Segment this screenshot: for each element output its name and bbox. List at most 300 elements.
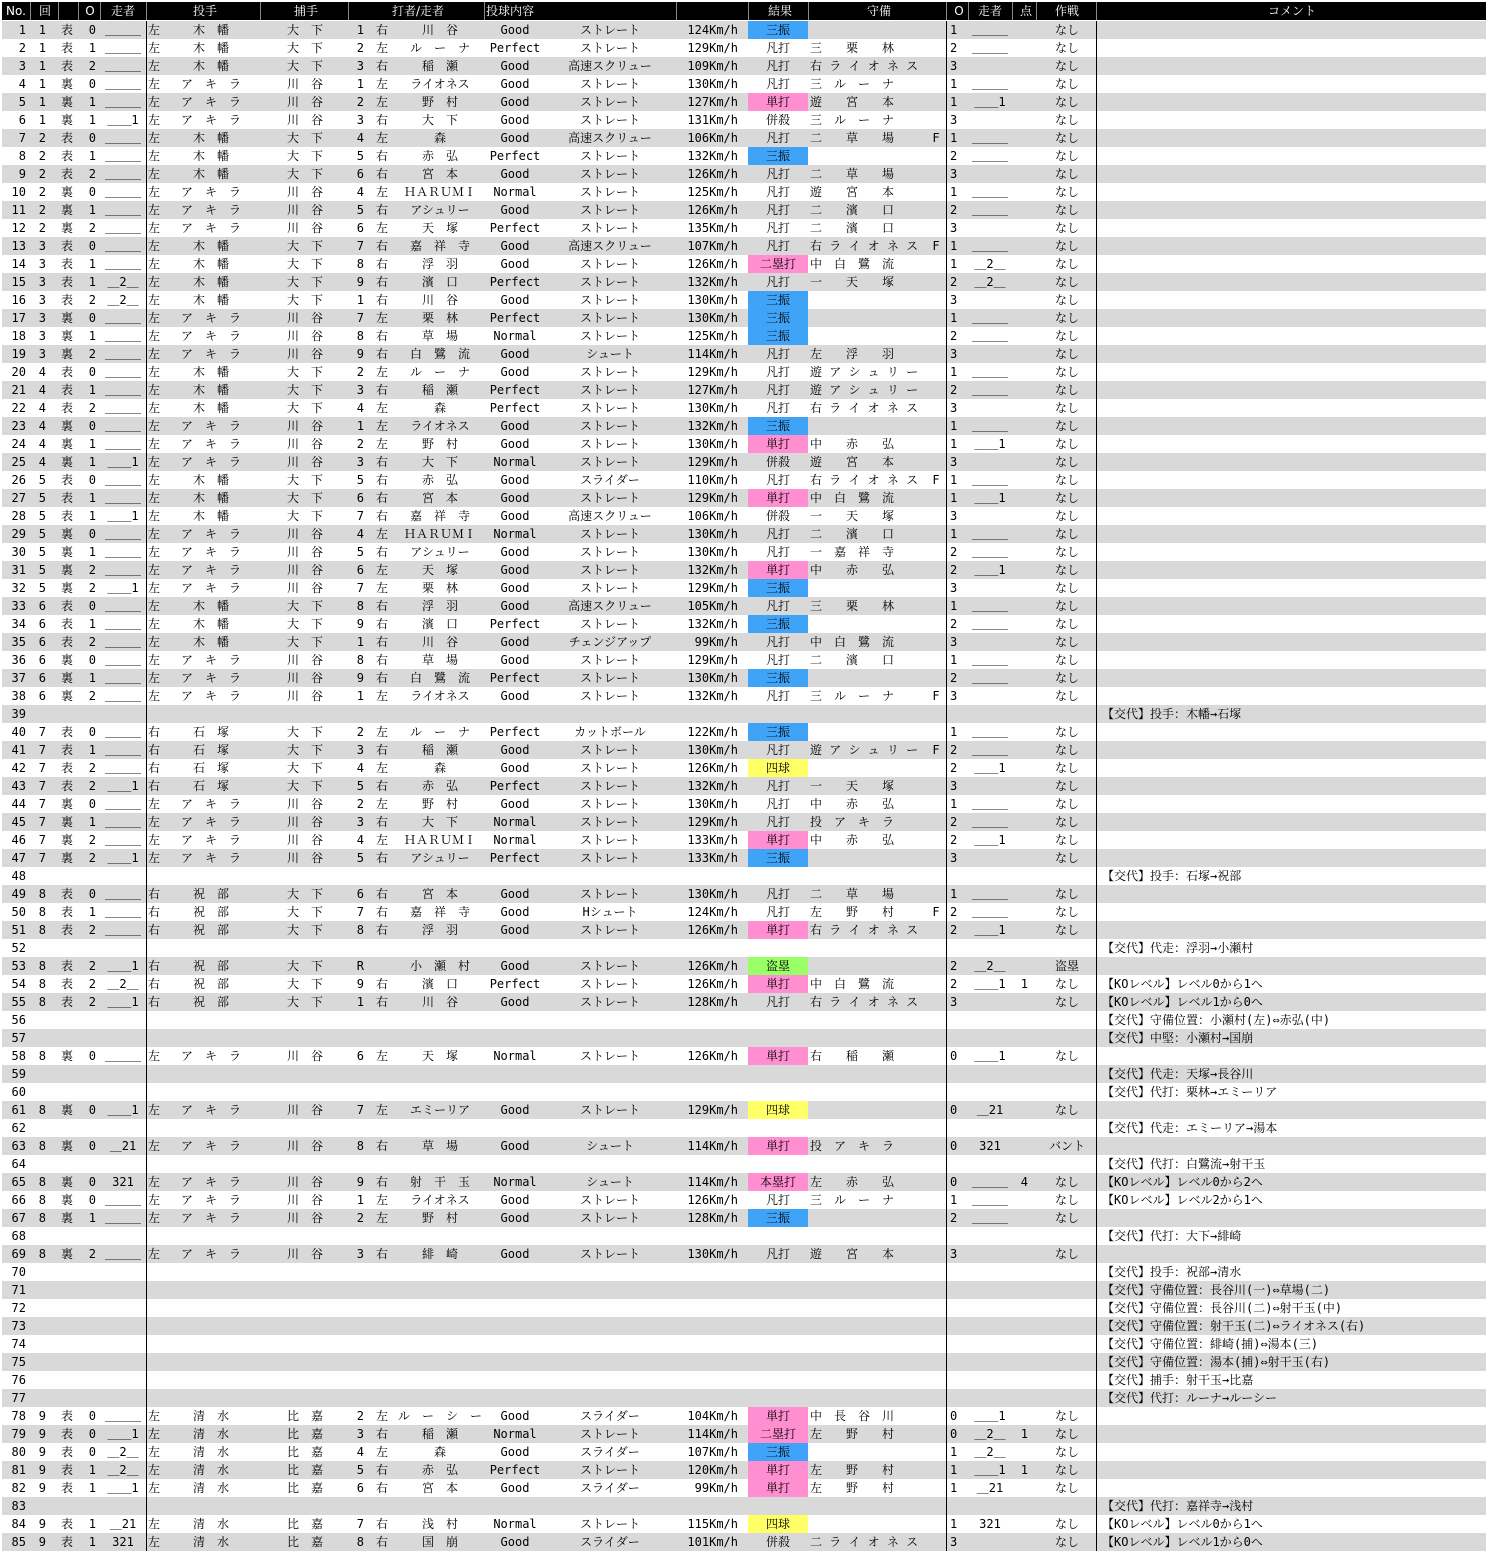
cell-result[interactable]: 凡打 (765, 653, 790, 667)
cell-half[interactable]: 裏 (60, 545, 73, 559)
cell-grade[interactable]: Good (500, 95, 530, 109)
cell-pitcher-hand[interactable]: 左 (148, 41, 161, 55)
cell-grade[interactable]: Good (500, 1103, 530, 1117)
cell-tactic[interactable]: なし (1054, 995, 1079, 1009)
cell-inning[interactable]: 6 (38, 653, 46, 667)
cell-inning[interactable]: 4 (38, 401, 46, 415)
cell-tactic[interactable]: なし (1054, 1517, 1079, 1531)
cell-catcher[interactable]: 大 下 (286, 905, 323, 919)
table-row[interactable] (2, 1335, 1486, 1353)
cell-runners-after[interactable]: 321 (979, 1139, 1001, 1153)
cell-inning[interactable]: 2 (38, 203, 46, 217)
cell-pitcher-hand[interactable]: 左 (148, 149, 161, 163)
cell-batter-hand[interactable]: 左 (376, 77, 389, 91)
header-tactic[interactable]: 作戦 (1054, 4, 1079, 18)
cell-tactic[interactable]: なし (1054, 95, 1079, 109)
cell-outs[interactable]: 0 (88, 653, 96, 667)
cell-batter-hand[interactable]: 左 (376, 581, 389, 595)
cell-speed[interactable]: 132Km/h (687, 563, 738, 577)
cell-no[interactable]: 78 (11, 1409, 26, 1423)
cell-foul[interactable]: F (932, 689, 940, 703)
cell-order[interactable]: 2 (356, 725, 364, 739)
cell-defense[interactable]: 右 ラ イ オ ネ ス (810, 923, 919, 937)
cell-outs[interactable]: 2 (88, 833, 96, 847)
cell-runners-after[interactable]: ＿＿＿ (971, 617, 1008, 631)
table-row[interactable] (2, 849, 1486, 867)
cell-outs[interactable]: 1 (88, 275, 96, 289)
cell-runners[interactable]: ＿＿＿ (104, 257, 141, 271)
cell-defense[interactable]: 右 ラ イ オ ネ ス (810, 473, 919, 487)
cell-batter[interactable]: 森 (433, 1445, 446, 1459)
cell-result[interactable]: 凡打 (765, 77, 790, 91)
cell-order[interactable]: 8 (356, 923, 364, 937)
cell-result[interactable]: 三振 (748, 1443, 808, 1461)
cell-catcher[interactable]: 大 下 (286, 995, 323, 1009)
cell-no[interactable]: 2 (18, 41, 26, 55)
cell-pitcher-hand[interactable]: 左 (148, 509, 161, 523)
cell-batter[interactable]: 小 瀬 村 (409, 959, 470, 973)
cell-batter[interactable]: 浮 羽 (421, 923, 458, 937)
table-row[interactable] (2, 723, 1486, 741)
cell-comment[interactable]: 【交代】代打：嘉祥寺→浅村 (1102, 1499, 1254, 1513)
cell-comment[interactable]: 【交代】代打：栗林→エミーリア (1102, 1085, 1278, 1099)
cell-tactic[interactable]: なし (1054, 581, 1079, 595)
cell-half[interactable]: 表 (60, 599, 73, 613)
cell-pitcher[interactable]: ア キ ラ (180, 653, 241, 667)
table-row[interactable] (2, 1101, 1486, 1119)
table-row[interactable] (2, 1353, 1486, 1371)
cell-grade[interactable]: Good (500, 995, 530, 1009)
cell-speed[interactable]: 133Km/h (687, 833, 738, 847)
cell-pitcher[interactable]: ア キ ラ (180, 311, 241, 325)
table-row[interactable] (2, 381, 1486, 399)
cell-pitcher[interactable]: 木 幡 (192, 599, 229, 613)
table-row[interactable] (2, 777, 1486, 795)
cell-outs-after[interactable]: 3 (950, 635, 958, 649)
cell-batter[interactable]: 野 村 (421, 437, 458, 451)
cell-result[interactable]: 三振 (748, 723, 808, 741)
cell-pitcher-hand[interactable]: 左 (148, 1481, 161, 1495)
cell-defense[interactable]: 一 天 塚 (810, 275, 895, 289)
cell-defense[interactable]: 三 ル ー ナ (810, 1193, 895, 1207)
cell-pitch[interactable]: チェンジアップ (568, 635, 652, 649)
cell-catcher[interactable]: 大 下 (286, 149, 323, 163)
cell-tactic[interactable]: なし (1054, 401, 1079, 415)
cell-pitcher[interactable]: 木 幡 (192, 275, 229, 289)
table-row[interactable] (2, 1245, 1486, 1263)
cell-tactic[interactable]: なし (1054, 815, 1079, 829)
cell-pitch[interactable]: ストレート (579, 77, 640, 91)
cell-catcher[interactable]: 川 谷 (286, 1103, 323, 1117)
cell-pitcher-hand[interactable]: 左 (148, 203, 161, 217)
cell-no[interactable]: 41 (11, 743, 26, 757)
cell-result[interactable]: 併殺 (765, 113, 790, 127)
cell-tactic[interactable]: なし (1054, 797, 1079, 811)
cell-pitcher-hand[interactable]: 左 (148, 527, 161, 541)
cell-catcher[interactable]: 川 谷 (286, 437, 323, 451)
cell-defense[interactable]: 右 ラ イ オ ネ ス (810, 59, 919, 73)
cell-grade[interactable]: Good (500, 239, 530, 253)
cell-result[interactable]: 凡打 (765, 239, 790, 253)
cell-grade[interactable]: Good (500, 167, 530, 181)
cell-defense[interactable]: 中 白 鷺 流 (810, 635, 895, 649)
table-row[interactable] (2, 1281, 1486, 1299)
cell-inning[interactable]: 7 (38, 797, 46, 811)
cell-speed[interactable]: 126Km/h (687, 923, 738, 937)
cell-pitcher[interactable]: ア キ ラ (180, 347, 241, 361)
cell-grade[interactable]: Good (500, 113, 530, 127)
cell-outs-after[interactable]: 3 (950, 401, 958, 415)
cell-outs[interactable]: 0 (88, 311, 96, 325)
cell-pitch[interactable]: ストレート (579, 851, 640, 865)
cell-result[interactable]: 単打 (748, 435, 808, 453)
cell-runners-after[interactable]: ＿＿＿ (971, 797, 1008, 811)
cell-runners[interactable]: ＿＿＿ (104, 923, 141, 937)
cell-comment[interactable]: 【交代】代走：浮羽→小瀬村 (1102, 941, 1254, 955)
cell-batter[interactable]: 浅 村 (421, 1517, 458, 1531)
cell-runners-after[interactable]: 321 (979, 1517, 1001, 1531)
cell-tactic[interactable]: なし (1054, 329, 1079, 343)
cell-pitch[interactable]: ストレート (579, 401, 640, 415)
table-row[interactable] (2, 1425, 1486, 1443)
cell-pitch[interactable]: シュート (586, 1175, 634, 1189)
cell-pitcher-hand[interactable]: 左 (148, 437, 161, 451)
cell-tactic[interactable]: なし (1054, 1193, 1079, 1207)
cell-result[interactable]: 凡打 (765, 275, 790, 289)
cell-result[interactable]: 二塁打 (748, 255, 808, 273)
cell-outs-after[interactable]: 3 (950, 347, 958, 361)
cell-pitcher[interactable]: ア キ ラ (180, 329, 241, 343)
cell-half[interactable]: 表 (60, 383, 73, 397)
cell-tactic[interactable]: なし (1054, 1445, 1079, 1459)
cell-comment[interactable]: 【交代】代打：ルーナ→ルーシー (1102, 1391, 1277, 1405)
cell-pitch[interactable]: ストレート (579, 221, 640, 235)
cell-inning[interactable]: 2 (38, 149, 46, 163)
cell-inning[interactable]: 7 (38, 833, 46, 847)
cell-runners[interactable]: ＿＿＿ (104, 23, 141, 37)
cell-runners-after[interactable]: ＿＿＿ (971, 1175, 1008, 1189)
cell-grade[interactable]: Good (500, 1247, 530, 1261)
cell-batter-hand[interactable]: 右 (376, 383, 389, 397)
cell-inning[interactable]: 3 (38, 311, 46, 325)
cell-batter-hand[interactable]: 右 (376, 203, 389, 217)
cell-result[interactable]: 三振 (748, 579, 808, 597)
cell-speed[interactable]: 130Km/h (687, 887, 738, 901)
cell-half[interactable]: 裏 (60, 1193, 73, 1207)
cell-tactic[interactable]: なし (1054, 257, 1079, 271)
cell-grade[interactable]: Good (500, 1139, 530, 1153)
cell-grade[interactable]: Good (500, 761, 530, 775)
cell-no[interactable]: 37 (11, 671, 26, 685)
cell-runners-after[interactable]: ＿＿＿ (971, 653, 1008, 667)
cell-pitcher-hand[interactable]: 右 (148, 959, 161, 973)
cell-catcher[interactable]: 大 下 (286, 725, 323, 739)
cell-runners[interactable]: ＿21 (109, 1517, 137, 1531)
cell-outs[interactable]: 0 (88, 1139, 96, 1153)
cell-speed[interactable]: 115Km/h (687, 1517, 738, 1531)
cell-inning[interactable]: 7 (38, 815, 46, 829)
cell-no[interactable]: 39 (11, 707, 26, 721)
cell-pitcher[interactable]: ア キ ラ (180, 815, 241, 829)
cell-speed[interactable]: 126Km/h (687, 761, 738, 775)
cell-pitcher-hand[interactable]: 左 (148, 185, 161, 199)
cell-inning[interactable]: 3 (38, 293, 46, 307)
cell-pitch[interactable]: ストレート (579, 293, 640, 307)
cell-defense[interactable]: 遊 宮 本 (810, 455, 895, 469)
cell-order[interactable]: 3 (356, 113, 364, 127)
cell-grade[interactable]: Good (500, 1481, 530, 1495)
cell-pitch[interactable]: カットボール (574, 725, 646, 739)
cell-grade[interactable]: Normal (493, 1427, 537, 1441)
cell-defense[interactable]: 遊 宮 本 (810, 95, 895, 109)
cell-no[interactable]: 20 (11, 365, 26, 379)
cell-foul[interactable]: F (932, 905, 940, 919)
cell-speed[interactable]: 132Km/h (687, 149, 738, 163)
cell-speed[interactable]: 122Km/h (687, 725, 738, 739)
cell-pitch[interactable]: ストレート (579, 365, 640, 379)
cell-pitcher[interactable]: ア キ ラ (180, 1049, 241, 1063)
cell-outs-after[interactable]: 1 (950, 77, 958, 91)
cell-catcher[interactable]: 大 下 (286, 383, 323, 397)
cell-outs-after[interactable]: 2 (950, 833, 958, 847)
cell-result[interactable]: 凡打 (765, 797, 790, 811)
cell-speed[interactable]: 130Km/h (687, 545, 738, 559)
cell-pitch[interactable]: ストレート (579, 1049, 640, 1063)
cell-speed[interactable]: 114Km/h (687, 1427, 738, 1441)
cell-result[interactable]: 単打 (748, 1479, 808, 1497)
cell-order[interactable]: 6 (356, 1049, 364, 1063)
table-row[interactable] (2, 1173, 1486, 1191)
cell-tactic[interactable]: なし (1054, 509, 1079, 523)
cell-half[interactable]: 裏 (60, 563, 73, 577)
cell-pitch[interactable]: ストレート (579, 167, 640, 181)
cell-tactic[interactable]: なし (1054, 347, 1079, 361)
cell-batter[interactable]: アシュリー (410, 203, 470, 217)
cell-foul[interactable]: F (932, 743, 940, 757)
cell-comment[interactable]: 【交代】捕手：射干玉→比嘉 (1102, 1373, 1254, 1387)
cell-comment[interactable]: 【KOレベル】レベル0から1へ (1102, 1517, 1263, 1531)
table-row[interactable] (2, 1011, 1486, 1029)
cell-inning[interactable]: 5 (38, 527, 46, 541)
header-defense[interactable]: 守備 (866, 4, 891, 18)
cell-half[interactable]: 裏 (60, 347, 73, 361)
cell-comment[interactable]: 【交代】投手：木幡→石塚 (1102, 707, 1242, 721)
cell-grade[interactable]: Good (500, 923, 530, 937)
cell-outs-after[interactable]: 1 (950, 797, 958, 811)
cell-inning[interactable]: 6 (38, 635, 46, 649)
cell-runners[interactable]: ＿＿1 (107, 455, 139, 469)
cell-pitch[interactable]: ストレート (579, 1247, 640, 1261)
cell-runners[interactable]: ＿＿＿ (104, 473, 141, 487)
cell-runners[interactable]: ＿＿＿ (104, 1409, 141, 1423)
cell-batter[interactable]: 宮 本 (421, 887, 458, 901)
cell-speed[interactable]: 125Km/h (687, 185, 738, 199)
cell-runners[interactable]: ＿＿＿ (104, 527, 141, 541)
cell-batter[interactable]: 濱 口 (421, 617, 458, 631)
cell-half[interactable]: 表 (60, 293, 73, 307)
cell-outs[interactable]: 0 (88, 725, 96, 739)
cell-outs[interactable]: 1 (88, 509, 96, 523)
cell-tactic[interactable]: なし (1054, 545, 1079, 559)
cell-pitcher-hand[interactable]: 左 (148, 401, 161, 415)
cell-half[interactable]: 表 (60, 887, 73, 901)
header-runners-after[interactable]: 走者 (977, 4, 1002, 18)
table-row[interactable] (2, 435, 1486, 453)
cell-tactic[interactable]: なし (1054, 419, 1079, 433)
header-catcher[interactable]: 捕手 (293, 4, 318, 18)
cell-outs[interactable]: 1 (88, 383, 96, 397)
cell-catcher[interactable]: 大 下 (286, 257, 323, 271)
cell-speed[interactable]: 130Km/h (687, 527, 738, 541)
cell-batter-hand[interactable]: 右 (376, 923, 389, 937)
cell-result[interactable]: 単打 (748, 561, 808, 579)
cell-no[interactable]: 43 (11, 779, 26, 793)
cell-catcher[interactable]: 川 谷 (286, 95, 323, 109)
cell-runners[interactable]: ＿＿＿ (104, 1247, 141, 1261)
cell-pitch[interactable]: 高速スクリュー (568, 239, 652, 253)
cell-pitcher-hand[interactable]: 左 (148, 815, 161, 829)
cell-half[interactable]: 裏 (60, 95, 73, 109)
cell-outs-after[interactable]: 1 (950, 1481, 958, 1495)
cell-inning[interactable]: 6 (38, 599, 46, 613)
cell-no[interactable]: 38 (11, 689, 26, 703)
cell-half[interactable]: 裏 (60, 203, 73, 217)
cell-result[interactable]: 凡打 (765, 221, 790, 235)
cell-outs[interactable]: 2 (88, 401, 96, 415)
cell-no[interactable]: 63 (11, 1139, 26, 1153)
cell-outs[interactable]: 2 (88, 923, 96, 937)
cell-no[interactable]: 66 (11, 1193, 26, 1207)
cell-half[interactable]: 裏 (60, 113, 73, 127)
table-row[interactable] (2, 525, 1486, 543)
cell-half[interactable]: 表 (60, 1517, 73, 1531)
cell-half[interactable]: 表 (60, 743, 73, 757)
cell-tactic[interactable]: なし (1054, 1103, 1079, 1117)
cell-defense[interactable]: 投 ア キ ラ (810, 1139, 895, 1153)
cell-pitcher[interactable]: 木 幡 (192, 293, 229, 307)
cell-batter-hand[interactable]: 右 (376, 239, 389, 253)
cell-outs[interactable]: 2 (88, 581, 96, 595)
cell-pitch[interactable]: ストレート (579, 257, 640, 271)
cell-result[interactable]: 凡打 (765, 527, 790, 541)
cell-batter[interactable]: 大 下 (421, 455, 458, 469)
cell-defense[interactable]: 二 濱 口 (810, 653, 895, 667)
cell-no[interactable]: 25 (11, 455, 26, 469)
cell-runners[interactable]: 321 (112, 1175, 134, 1189)
cell-order[interactable]: 8 (356, 329, 364, 343)
table-row[interactable] (2, 273, 1486, 291)
cell-grade[interactable]: Good (500, 653, 530, 667)
cell-batter-hand[interactable]: 右 (376, 1535, 389, 1549)
cell-pitcher[interactable]: 木 幡 (192, 131, 229, 145)
table-row[interactable] (2, 507, 1486, 525)
cell-batter[interactable]: ＨＡＲＵＭＩ (403, 527, 476, 541)
cell-pitcher-hand[interactable]: 左 (148, 473, 161, 487)
cell-result[interactable]: 凡打 (765, 743, 790, 757)
cell-grade[interactable]: Perfect (489, 275, 541, 289)
cell-catcher[interactable]: 大 下 (286, 401, 323, 415)
cell-speed[interactable]: 120Km/h (687, 1463, 738, 1477)
cell-runners-after[interactable]: ＿＿1 (974, 833, 1006, 847)
table-row[interactable] (2, 795, 1486, 813)
cell-catcher[interactable]: 大 下 (286, 275, 323, 289)
cell-tactic[interactable]: なし (1054, 1535, 1079, 1549)
cell-pitch[interactable]: ストレート (579, 815, 640, 829)
cell-runners-after[interactable]: ＿＿＿ (971, 1193, 1008, 1207)
cell-result[interactable]: 単打 (748, 975, 808, 993)
cell-runners[interactable]: ＿2＿ (107, 275, 139, 289)
cell-outs-after[interactable]: 3 (950, 851, 958, 865)
cell-runners-after[interactable]: ＿＿1 (974, 563, 1006, 577)
cell-comment[interactable]: 【交代】代走：エミーリア→湯本 (1102, 1121, 1278, 1135)
cell-grade[interactable]: Good (500, 131, 530, 145)
cell-pitcher-hand[interactable]: 左 (148, 95, 161, 109)
cell-runners[interactable]: ＿＿＿ (104, 401, 141, 415)
cell-catcher[interactable]: 川 谷 (286, 419, 323, 433)
cell-batter[interactable]: ル ー ナ (409, 41, 470, 55)
cell-pitcher[interactable]: 清 水 (192, 1445, 229, 1459)
cell-outs[interactable]: 1 (88, 1211, 96, 1225)
cell-pitcher[interactable]: ア キ ラ (180, 1103, 241, 1117)
cell-speed[interactable]: 104Km/h (687, 1409, 738, 1423)
cell-half[interactable]: 表 (60, 41, 73, 55)
cell-runners-after[interactable]: ＿2＿ (974, 1427, 1006, 1441)
cell-no[interactable]: 54 (11, 977, 26, 991)
cell-comment[interactable]: 【KOレベル】レベル0から2へ (1102, 1175, 1263, 1189)
cell-batter[interactable]: 野 村 (421, 797, 458, 811)
cell-speed[interactable]: 129Km/h (687, 455, 738, 469)
cell-speed[interactable]: 135Km/h (687, 221, 738, 235)
cell-catcher[interactable]: 大 下 (286, 59, 323, 73)
cell-result[interactable]: 四球 (748, 759, 808, 777)
cell-speed[interactable]: 101Km/h (687, 1535, 738, 1549)
cell-batter[interactable]: 栗 林 (421, 581, 458, 595)
cell-order[interactable]: 2 (356, 41, 364, 55)
cell-outs-after[interactable]: 2 (950, 41, 958, 55)
cell-half[interactable]: 裏 (60, 455, 73, 469)
cell-runners-after[interactable]: ＿＿＿ (971, 185, 1008, 199)
cell-grade[interactable]: Perfect (489, 725, 541, 739)
cell-defense[interactable]: 中 白 鷺 流 (810, 257, 895, 271)
cell-tactic[interactable]: なし (1054, 365, 1079, 379)
cell-pitch[interactable]: ストレート (579, 545, 640, 559)
cell-grade[interactable]: Normal (493, 455, 537, 469)
cell-grade[interactable]: Good (500, 1445, 530, 1459)
cell-catcher[interactable]: 川 谷 (286, 815, 323, 829)
cell-runners-after[interactable]: ＿＿＿ (971, 383, 1008, 397)
cell-no[interactable]: 26 (11, 473, 26, 487)
cell-pitcher-hand[interactable]: 左 (148, 1139, 161, 1153)
cell-runners-after[interactable]: ＿21 (976, 1481, 1004, 1495)
cell-half[interactable]: 表 (60, 491, 73, 505)
cell-catcher[interactable]: 川 谷 (286, 113, 323, 127)
cell-batter[interactable]: 草 場 (421, 329, 458, 343)
cell-catcher[interactable]: 大 下 (286, 977, 323, 991)
cell-grade[interactable]: Good (500, 581, 530, 595)
cell-runners[interactable]: ＿＿＿ (104, 599, 141, 613)
cell-comment[interactable]: 【交代】守備位置：小瀬村(左)⇔赤弘(中) (1102, 1013, 1331, 1027)
cell-defense[interactable]: 三 ル ー ナ (810, 689, 895, 703)
cell-outs[interactable]: 2 (88, 959, 96, 973)
cell-pitcher-hand[interactable]: 右 (148, 995, 161, 1009)
cell-inning[interactable]: 8 (38, 1049, 46, 1063)
cell-order[interactable]: 5 (356, 203, 364, 217)
cell-batter-hand[interactable]: 左 (376, 725, 389, 739)
cell-pitcher[interactable]: 木 幡 (192, 167, 229, 181)
cell-batter[interactable]: 大 下 (421, 815, 458, 829)
cell-pitch[interactable]: 高速スクリュー (568, 131, 652, 145)
cell-defense[interactable]: 遊 ア シ ュ リ ー (810, 743, 919, 757)
